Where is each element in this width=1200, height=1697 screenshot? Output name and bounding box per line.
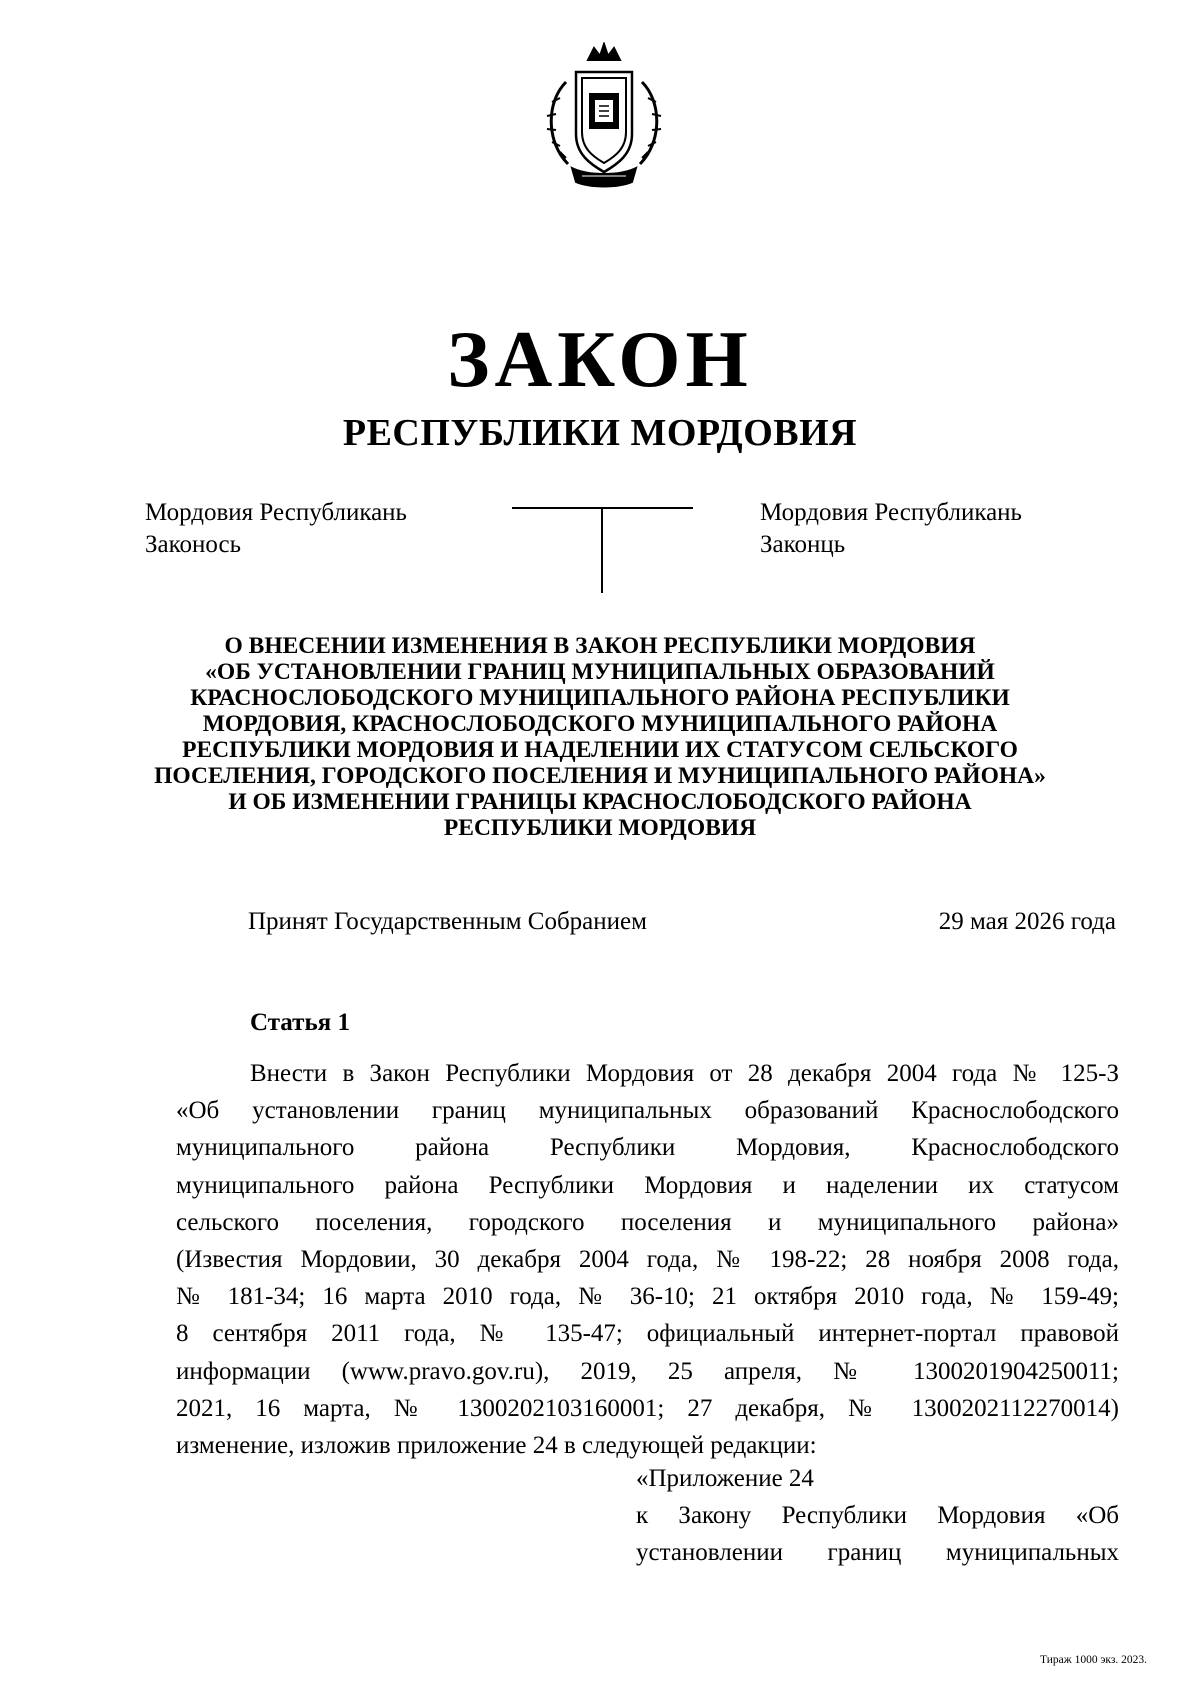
document-title: ЗАКОН xyxy=(447,316,753,404)
article-line: муниципального района Республики Мордовия и наделении их статусом xyxy=(176,1171,1119,1199)
law-name-line: РЕСПУБЛИКИ МОРДОВИЯ xyxy=(443,815,757,841)
law-name-line: РЕСПУБЛИКИ МОРДОВИЯ И НАДЕЛЕНИИ ИХ СТАТУСОМ СЕЛЬСКОГО xyxy=(182,737,1018,763)
article-body xyxy=(176,1055,1119,1464)
appendix-line: к Закону Республики Мордовия «Об xyxy=(636,1502,1119,1530)
article-line: 2021, 16 марта, № 1300202103160001; 27 декабря, № 1300202112270014) xyxy=(176,1394,1119,1422)
article-line: 8 сентября 2011 года, № 135-47; официальный интернет-портал правовой xyxy=(176,1320,1119,1348)
article-heading: Статья 1 xyxy=(250,1009,350,1036)
appendix-line: установлении границ муниципальных xyxy=(636,1539,1119,1567)
article-line: № 181-34; 16 марта 2010 года, № 36-10; 21 октября 2010 года, № 159-49; xyxy=(176,1283,1119,1311)
article-line: «Об установлении границ муниципальных образований Краснослободского xyxy=(176,1097,1119,1125)
adoption-date: 29 мая 2026 года xyxy=(938,908,1116,935)
article-line: муниципального района Республики Мордовия, Краснослободского xyxy=(176,1134,1119,1162)
article-line: сельского поселения, городского поселения и муниципального района» xyxy=(176,1208,1119,1236)
document-subtitle: РЕСПУБЛИКИ МОРДОВИЯ xyxy=(342,412,858,454)
appendix-reference xyxy=(636,1460,1119,1572)
law-name-line: И ОБ ИЗМЕНЕНИИ ГРАНИЦЫ КРАСНОСЛОБОДСКОГО РАЙОНА xyxy=(228,789,972,815)
adoption-label: Принят Государственным Собранием xyxy=(248,908,647,935)
law-name-heading xyxy=(150,633,1050,841)
header-divider-vertical xyxy=(601,507,603,593)
moksha-title-line: Законось xyxy=(145,531,241,558)
moksha-title xyxy=(145,497,465,561)
header-divider-horizontal xyxy=(512,507,693,509)
erzya-title-line: Мордовия Республикань xyxy=(760,499,1022,526)
article-line: (Известия Мордовии, 30 декабря 2004 года, № 198-22; 28 ноября 2008 года, xyxy=(176,1246,1119,1274)
coat-of-arms-of-mordovia-icon xyxy=(538,42,670,190)
appendix-line: «Приложение 24 xyxy=(636,1465,814,1492)
law-name-line: «ОБ УСТАНОВЛЕНИИ ГРАНИЦ МУНИЦИПАЛЬНЫХ ОБРАЗОВАНИЙ xyxy=(205,659,995,685)
law-name-line: О ВНЕСЕНИИ ИЗМЕНЕНИЯ В ЗАКОН РЕСПУБЛИКИ МОРДОВИЯ xyxy=(224,633,976,659)
erzya-title-line: Законць xyxy=(760,531,846,558)
erzya-title xyxy=(760,497,1090,561)
article-line: информации (www.pravo.gov.ru), 2019, 25 апреля, № 1300201904250011; xyxy=(176,1357,1119,1385)
law-name-line: ПОСЕЛЕНИЯ, ГОРОДСКОГО ПОСЕЛЕНИЯ И МУНИЦИПАЛЬНОГО РАЙОНА» xyxy=(154,763,1046,789)
article-line: изменение, изложив приложение 24 в следующей редакции: xyxy=(176,1432,817,1460)
law-name-line: МОРДОВИЯ, КРАСНОСЛОБОДСКОГО МУНИЦИПАЛЬНОГО РАЙОНА xyxy=(202,711,998,737)
article-line: Внести в Закон Республики Мордовия от 28 декабря 2004 года № 125-З xyxy=(250,1060,1119,1087)
law-name-line: КРАСНОСЛОБОДСКОГО МУНИЦИПАЛЬНОГО РАЙОНА РЕСПУБЛИКИ xyxy=(190,685,1010,711)
moksha-title-line: Мордовия Республикань xyxy=(145,499,407,526)
print-run-note: Тираж 1000 экз. 2023. xyxy=(1040,1654,1147,1666)
